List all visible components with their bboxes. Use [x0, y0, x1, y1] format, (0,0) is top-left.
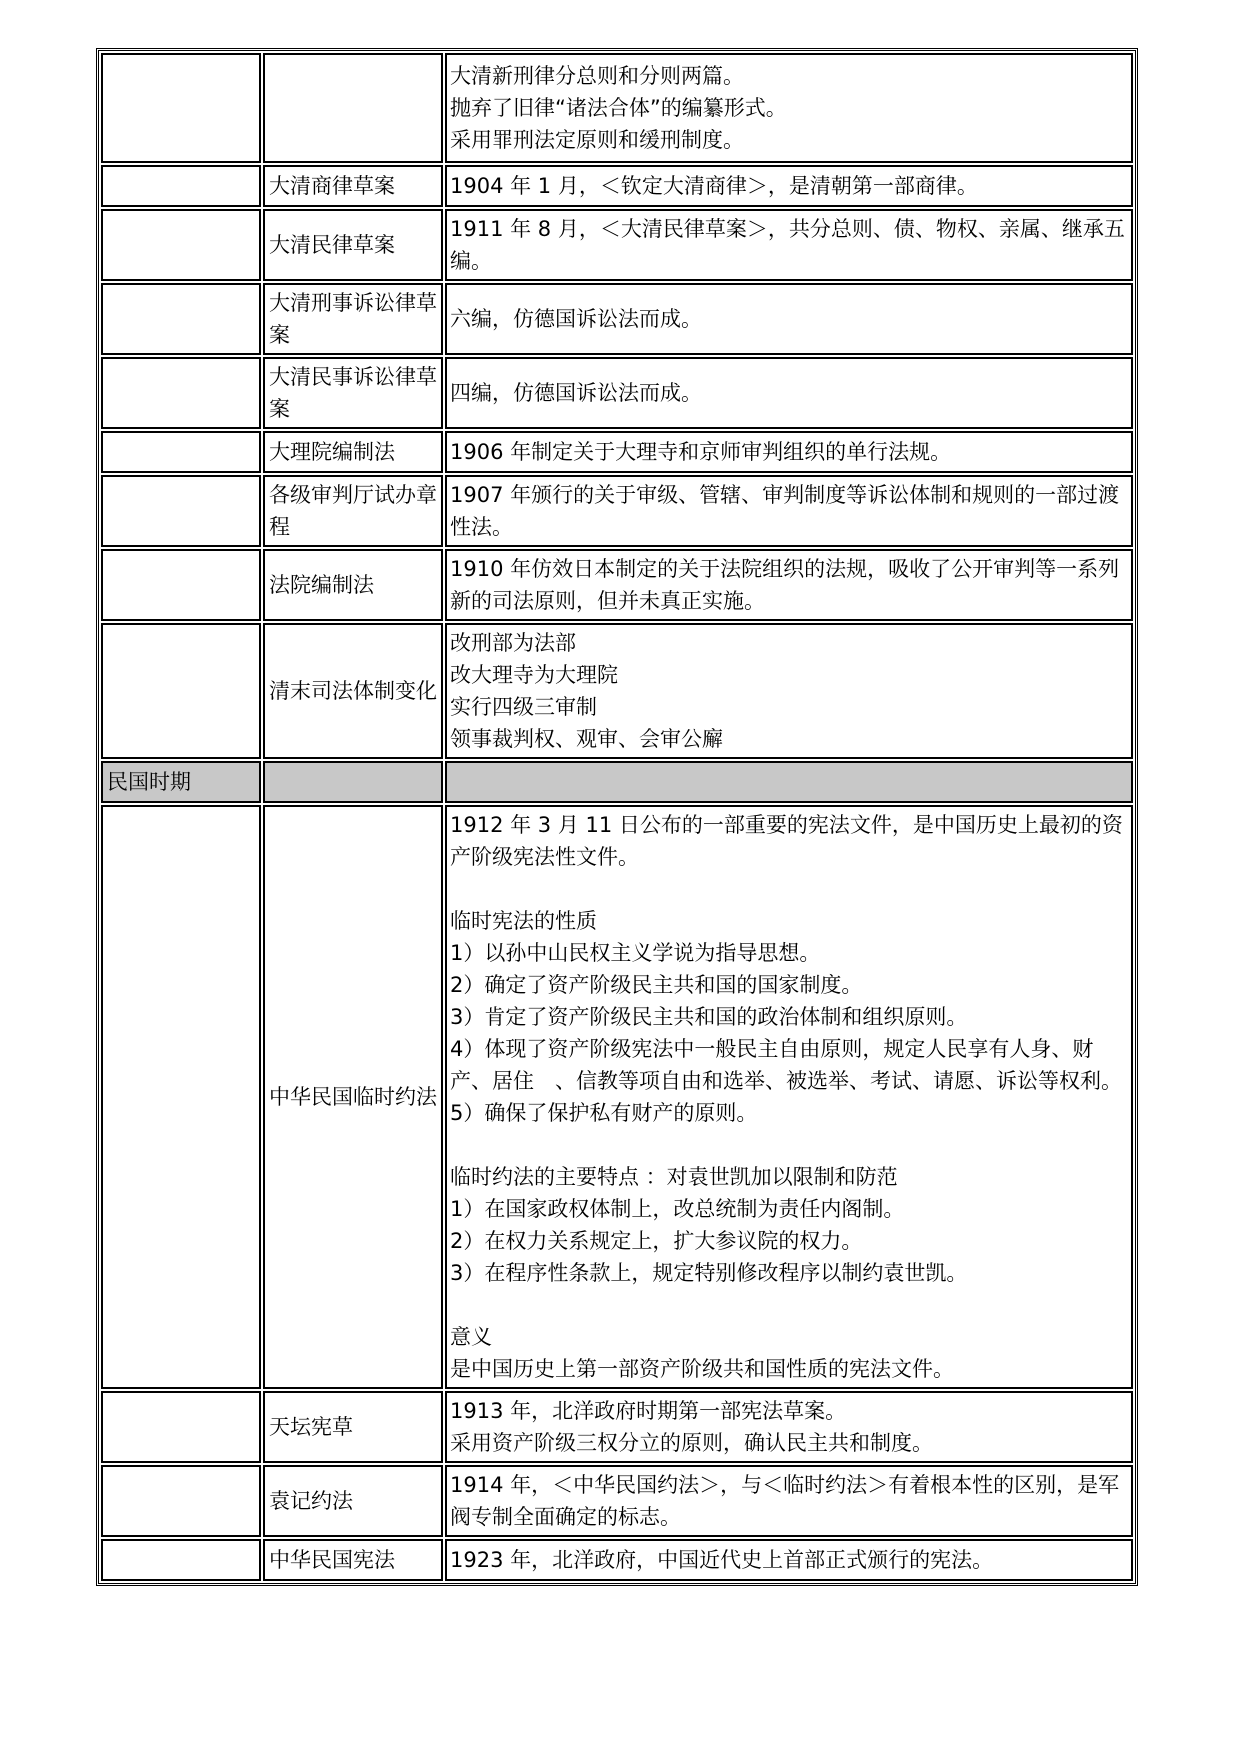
description-line: 大清新刑律分总则和分则两篇。	[450, 64, 744, 88]
description-line: 采用资产阶级三权分立的原则，确认民主共和制度。	[450, 1431, 933, 1455]
table-row	[101, 1539, 1133, 1581]
description-line: 3）在程序性条款上，规定特别修改程序以制约袁世凯。	[450, 1261, 968, 1285]
law-name-cell: 大理院编制法	[263, 431, 443, 473]
blank-line	[450, 873, 1127, 905]
period-cell	[101, 283, 261, 355]
law-name-cell: 大清民律草案	[263, 209, 443, 281]
table-row	[101, 1465, 1133, 1537]
description-line: 2）确定了资产阶级民主共和国的国家制度。	[450, 973, 863, 997]
description-cell	[445, 475, 1133, 547]
period-cell	[101, 623, 261, 759]
period-cell	[101, 1539, 261, 1581]
description-cell	[445, 1539, 1133, 1581]
description-cell	[445, 53, 1133, 163]
law-name-cell	[263, 53, 443, 163]
law-name-cell: 大清商律草案	[263, 165, 443, 207]
description-line: 1923 年，北洋政府，中国近代史上首部正式颁行的宪法。	[450, 1548, 994, 1572]
law-name-cell: 天坛宪草	[263, 1391, 443, 1463]
description-cell	[445, 431, 1133, 473]
description-line: 1913 年，北洋政府时期第一部宪法草案。	[450, 1399, 847, 1423]
period-cell	[101, 1465, 261, 1537]
description-line: 实行四级三审制	[450, 695, 597, 719]
table-row	[101, 549, 1133, 621]
description-line: 采用罪刑法定原则和缓刑制度。	[450, 128, 744, 152]
period-cell	[101, 209, 261, 281]
period-cell: 民国时期	[101, 761, 261, 803]
period-cell	[101, 549, 261, 621]
description-cell	[445, 805, 1133, 1389]
table-row	[101, 53, 1133, 163]
law-name-cell: 法院编制法	[263, 549, 443, 621]
description-line: 抛弃了旧律“诸法合体”的编纂形式。	[450, 96, 787, 120]
description-line: 1910 年仿效日本制定的关于法院组织的法规，吸收了公开审判等一系列新的司法原则，但并未真正实施。	[450, 557, 1120, 613]
description-line: 临时约法的主要特点 ：对袁世凯加以限制和防范	[450, 1165, 898, 1189]
table-row	[101, 431, 1133, 473]
description-line: 4）体现了资产阶级宪法中一般民主自由原则，规定人民享有人身、财产、居住 、信教等项自由和选举、被选举、考试、请愿、诉讼等权利。	[450, 1037, 1122, 1093]
period-cell	[101, 1391, 261, 1463]
table-row	[101, 165, 1133, 207]
period-cell	[101, 805, 261, 1389]
description-line: 1914 年，＜中华民国约法＞，与＜临时约法＞有着根本性的区别，是军阀专制全面确定的标志。	[450, 1473, 1120, 1529]
table-body	[101, 53, 1133, 1581]
description-cell	[445, 1391, 1133, 1463]
law-history-table-page	[96, 48, 1138, 1586]
table-row	[101, 1391, 1133, 1463]
description-cell	[445, 357, 1133, 429]
section-row	[101, 761, 1133, 803]
description-line: 2）在权力关系规定上，扩大参议院的权力。	[450, 1229, 863, 1253]
description-line: 1911 年 8 月，＜大清民律草案＞，共分总则、债、物权、亲属、继承五编。	[450, 217, 1125, 273]
description-cell	[445, 165, 1133, 207]
law-name-cell: 中华民国宪法	[263, 1539, 443, 1581]
blank-line	[450, 1129, 1127, 1161]
description-line: 1）以孙中山民权主义学说为指导思想。	[450, 941, 821, 965]
description-line: 临时宪法的性质	[450, 909, 597, 933]
description-line: 意义	[450, 1325, 492, 1349]
description-line: 是中国历史上第一部资产阶级共和国性质的宪法文件。	[450, 1357, 954, 1381]
description-cell	[445, 1465, 1133, 1537]
table-row	[101, 805, 1133, 1389]
period-cell	[101, 475, 261, 547]
description-line: 5）确保了保护私有财产的原则。	[450, 1101, 758, 1125]
blank-line	[450, 1289, 1127, 1321]
description-cell	[445, 209, 1133, 281]
table-row	[101, 283, 1133, 355]
description-line: 1）在国家政权体制上，改总统制为责任内阁制。	[450, 1197, 905, 1221]
description-cell	[445, 549, 1133, 621]
description-line: 领事裁判权、观审、会审公廨	[450, 727, 723, 751]
description-line: 六编，仿德国诉讼法而成。	[450, 307, 702, 331]
law-name-cell: 大清刑事诉讼律草案	[263, 283, 443, 355]
table-row	[101, 209, 1133, 281]
law-name-cell	[263, 761, 443, 803]
period-cell	[101, 53, 261, 163]
period-cell	[101, 165, 261, 207]
description-line: 1904 年 1 月，＜钦定大清商律＞，是清朝第一部商律。	[450, 174, 978, 198]
period-cell	[101, 357, 261, 429]
table-row	[101, 475, 1133, 547]
table-row	[101, 623, 1133, 759]
law-name-cell: 袁记约法	[263, 1465, 443, 1537]
description-line: 1912 年 3 月 11 日公布的一部重要的宪法文件，是中国历史上最初的资产阶级宪法性文件。	[450, 813, 1123, 869]
law-name-cell: 各级审判厅试办章程	[263, 475, 443, 547]
description-line: 四编，仿德国诉讼法而成。	[450, 381, 702, 405]
description-cell	[445, 623, 1133, 759]
table-row	[101, 357, 1133, 429]
description-line: 1906 年制定关于大理寺和京师审判组织的单行法规。	[450, 440, 952, 464]
law-history-table	[99, 51, 1135, 1583]
law-name-cell: 大清民事诉讼律草案	[263, 357, 443, 429]
description-line: 3）肯定了资产阶级民主共和国的政治体制和组织原则。	[450, 1005, 968, 1029]
description-cell	[445, 283, 1133, 355]
law-name-cell: 清末司法体制变化	[263, 623, 443, 759]
description-line: 1907 年颁行的关于审级、管辖、审判制度等诉讼体制和规则的一部过渡性法。	[450, 483, 1120, 539]
period-cell	[101, 431, 261, 473]
description-line: 改大理寺为大理院	[450, 663, 618, 687]
description-cell	[445, 761, 1133, 803]
law-name-cell: 中华民国临时约法	[263, 805, 443, 1389]
description-line: 改刑部为法部	[450, 631, 576, 655]
